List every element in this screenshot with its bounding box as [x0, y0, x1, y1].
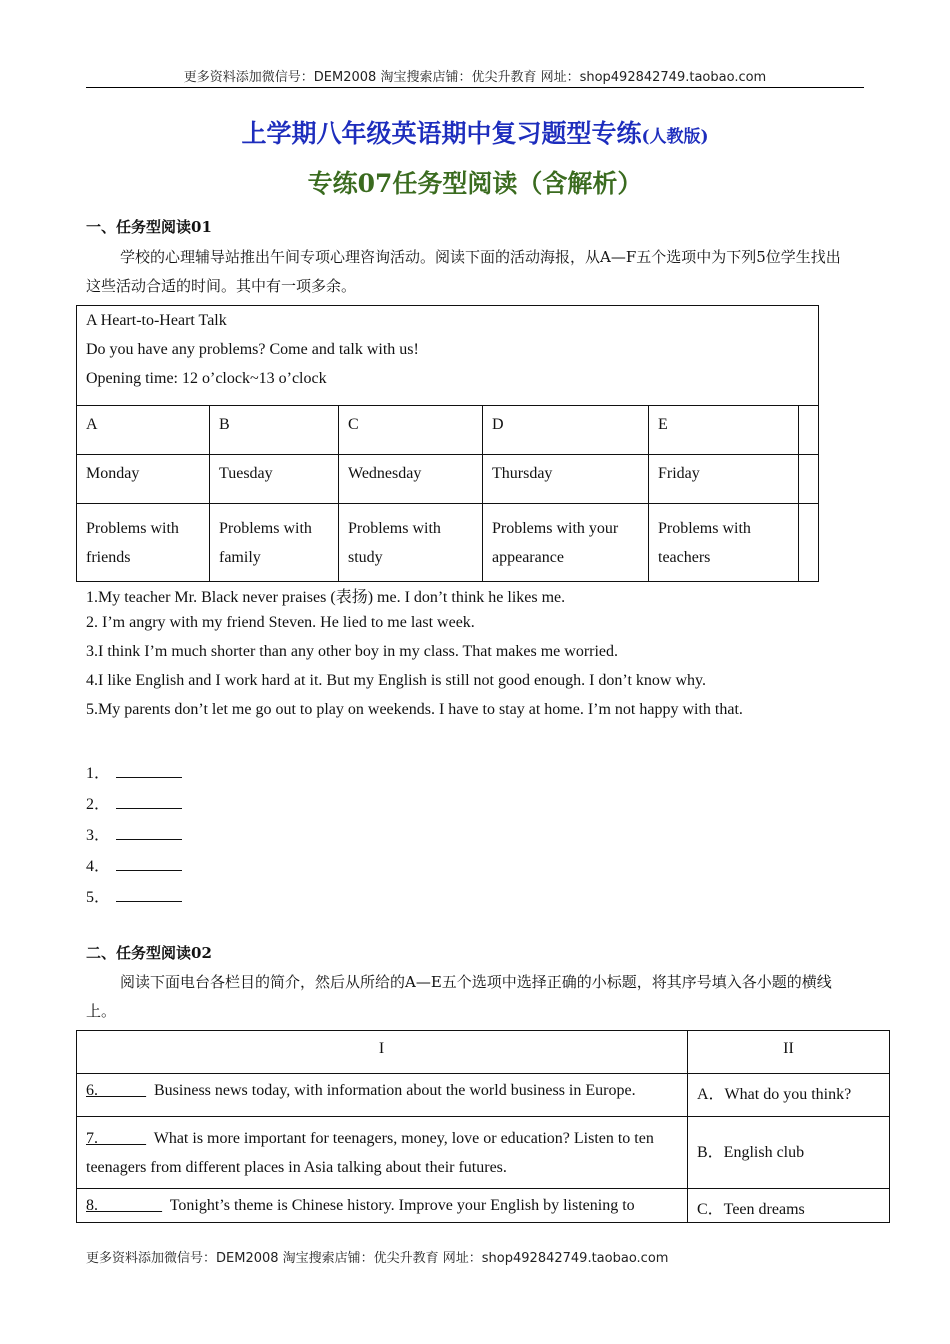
answer-blank-2[interactable]	[86, 791, 182, 814]
title-suffix: (人教版)	[641, 127, 709, 147]
heading-option: A．What do you think?	[697, 1086, 852, 1103]
answer-line[interactable]	[116, 825, 182, 840]
student-statement: 2. I’m angry with my friend Steven. He lied to me last week.	[86, 614, 475, 631]
table-divider	[482, 405, 483, 582]
page-footer: 更多资料添加微信号：DEM2008 淘宝搜索店铺：优尖升教育 网址：shop492842749.taobao.com	[86, 1251, 669, 1266]
answer-number: 1．	[86, 765, 111, 782]
answer-line[interactable]	[116, 887, 182, 902]
student-statement: 1.My teacher Mr. Black never praises (表扬) me. I don’t think he likes me.	[86, 589, 566, 606]
option-problem-line: teachers	[658, 549, 711, 566]
answer-blank-1[interactable]	[86, 760, 182, 783]
answer-number: 5．	[86, 889, 111, 906]
option-problem-line: appearance	[492, 549, 564, 566]
poster-title: A Heart-to-Heart Talk	[86, 312, 227, 329]
table-divider	[76, 405, 819, 406]
answer-blank-4[interactable]	[86, 853, 182, 876]
section2-intro-text: 阅读下面电台各栏目的简介，然后从所给的A—E五个选项中选择正确的小标题，将其序号填入各小题的横线上。	[86, 973, 832, 1020]
answer-number: 3．	[86, 827, 111, 844]
student-statement: 4.I like English and I work hard at it. But my English is still not good enough. I don’t know why.	[86, 672, 706, 689]
option-letter: C	[348, 416, 359, 433]
option-day: Tuesday	[219, 465, 273, 482]
table-divider	[648, 405, 649, 582]
option-day: Wednesday	[348, 465, 422, 482]
option-problem-line: Problems with	[658, 520, 751, 537]
question-number[interactable]: 8.________	[86, 1197, 162, 1214]
answer-blank-3[interactable]	[86, 822, 182, 845]
section2-intro	[86, 968, 854, 1026]
option-problem-line: family	[219, 549, 261, 566]
student-statement: 3.I think I’m much shorter than any other boy in my class. That makes me worried.	[86, 643, 619, 660]
option-problem-line: study	[348, 549, 383, 566]
heading-option: C．Teen dreams	[697, 1201, 805, 1218]
question-number[interactable]: 6.______	[86, 1082, 146, 1099]
option-letter: E	[658, 416, 668, 433]
table-divider	[798, 405, 799, 582]
option-problem	[86, 514, 179, 572]
answer-line[interactable]	[116, 856, 182, 871]
question-number[interactable]: 7.______	[86, 1130, 146, 1147]
option-problem-line: friends	[86, 549, 131, 566]
option-letter: B	[219, 416, 230, 433]
option-letter: D	[492, 416, 504, 433]
table-divider	[76, 1073, 890, 1074]
program-description: Business news today, with information about the world business in Europe.	[154, 1082, 636, 1099]
section2-heading: 二、任务型阅读02	[86, 944, 212, 962]
section1-intro-text: 学校的心理辅导站推出午间专项心理咨询活动。阅读下面的活动海报，从A—F五个选项中为下列5位学生找出这些活动合适的时间。其中有一项多余。	[86, 248, 841, 295]
option-letter: A	[86, 416, 98, 433]
header-divider	[86, 87, 864, 88]
table-divider	[338, 405, 339, 582]
answer-blank-5[interactable]	[86, 884, 182, 907]
program-row	[86, 1124, 681, 1182]
answer-line[interactable]	[116, 794, 182, 809]
option-problem-line: Problems with	[219, 520, 312, 537]
program-row	[86, 1196, 681, 1222]
student-statement: 5.My parents don’t let me go out to play on weekends. I have to stay at home. I’m not happy with that.	[86, 701, 743, 718]
option-problem-line: Problems with your	[492, 520, 619, 537]
option-problem	[492, 514, 618, 572]
section1-heading: 一、任务型阅读01	[86, 218, 212, 236]
option-problem	[219, 514, 312, 572]
option-day: Friday	[658, 465, 700, 482]
table-divider	[209, 405, 210, 582]
answer-number: 2．	[86, 796, 111, 813]
answer-line[interactable]	[116, 763, 182, 778]
section1-intro	[86, 243, 854, 301]
document-title	[0, 114, 950, 150]
option-problem-line: Problems with	[86, 520, 179, 537]
table-divider	[687, 1030, 688, 1223]
poster-opening-time: Opening time: 12 o’clock~13 o’clock	[86, 370, 327, 387]
option-day: Monday	[86, 465, 140, 482]
title-main: 上学期八年级英语期中复习题型专练	[241, 119, 642, 148]
heading-option: B．English club	[697, 1144, 805, 1161]
option-day: Thursday	[492, 465, 553, 482]
program-row	[86, 1081, 681, 1101]
option-problem	[658, 514, 751, 572]
option-problem-line: Problems with	[348, 520, 441, 537]
answer-number: 4．	[86, 858, 111, 875]
document-subtitle: 专练07任务型阅读（含解析）	[307, 169, 643, 198]
page-header: 更多资料添加微信号：DEM2008 淘宝搜索店铺：优尖升教育 网址：shop492842749.taobao.com	[183, 70, 767, 85]
table-divider	[76, 503, 819, 504]
table-divider	[76, 1188, 890, 1189]
table-divider	[76, 454, 819, 455]
table-divider	[76, 1116, 890, 1117]
column-header-i: I	[378, 1040, 385, 1057]
option-problem	[348, 514, 441, 572]
program-description: Tonight’s theme is Chinese history. Improve your English by listening to	[169, 1197, 635, 1214]
column-header-ii: II	[783, 1040, 794, 1057]
poster-invitation: Do you have any problems? Come and talk with us!	[86, 341, 419, 358]
program-description: What is more important for teenagers, money, love or education? Listen to ten teenagers from different places in Asia talking about their futures.	[86, 1130, 654, 1176]
